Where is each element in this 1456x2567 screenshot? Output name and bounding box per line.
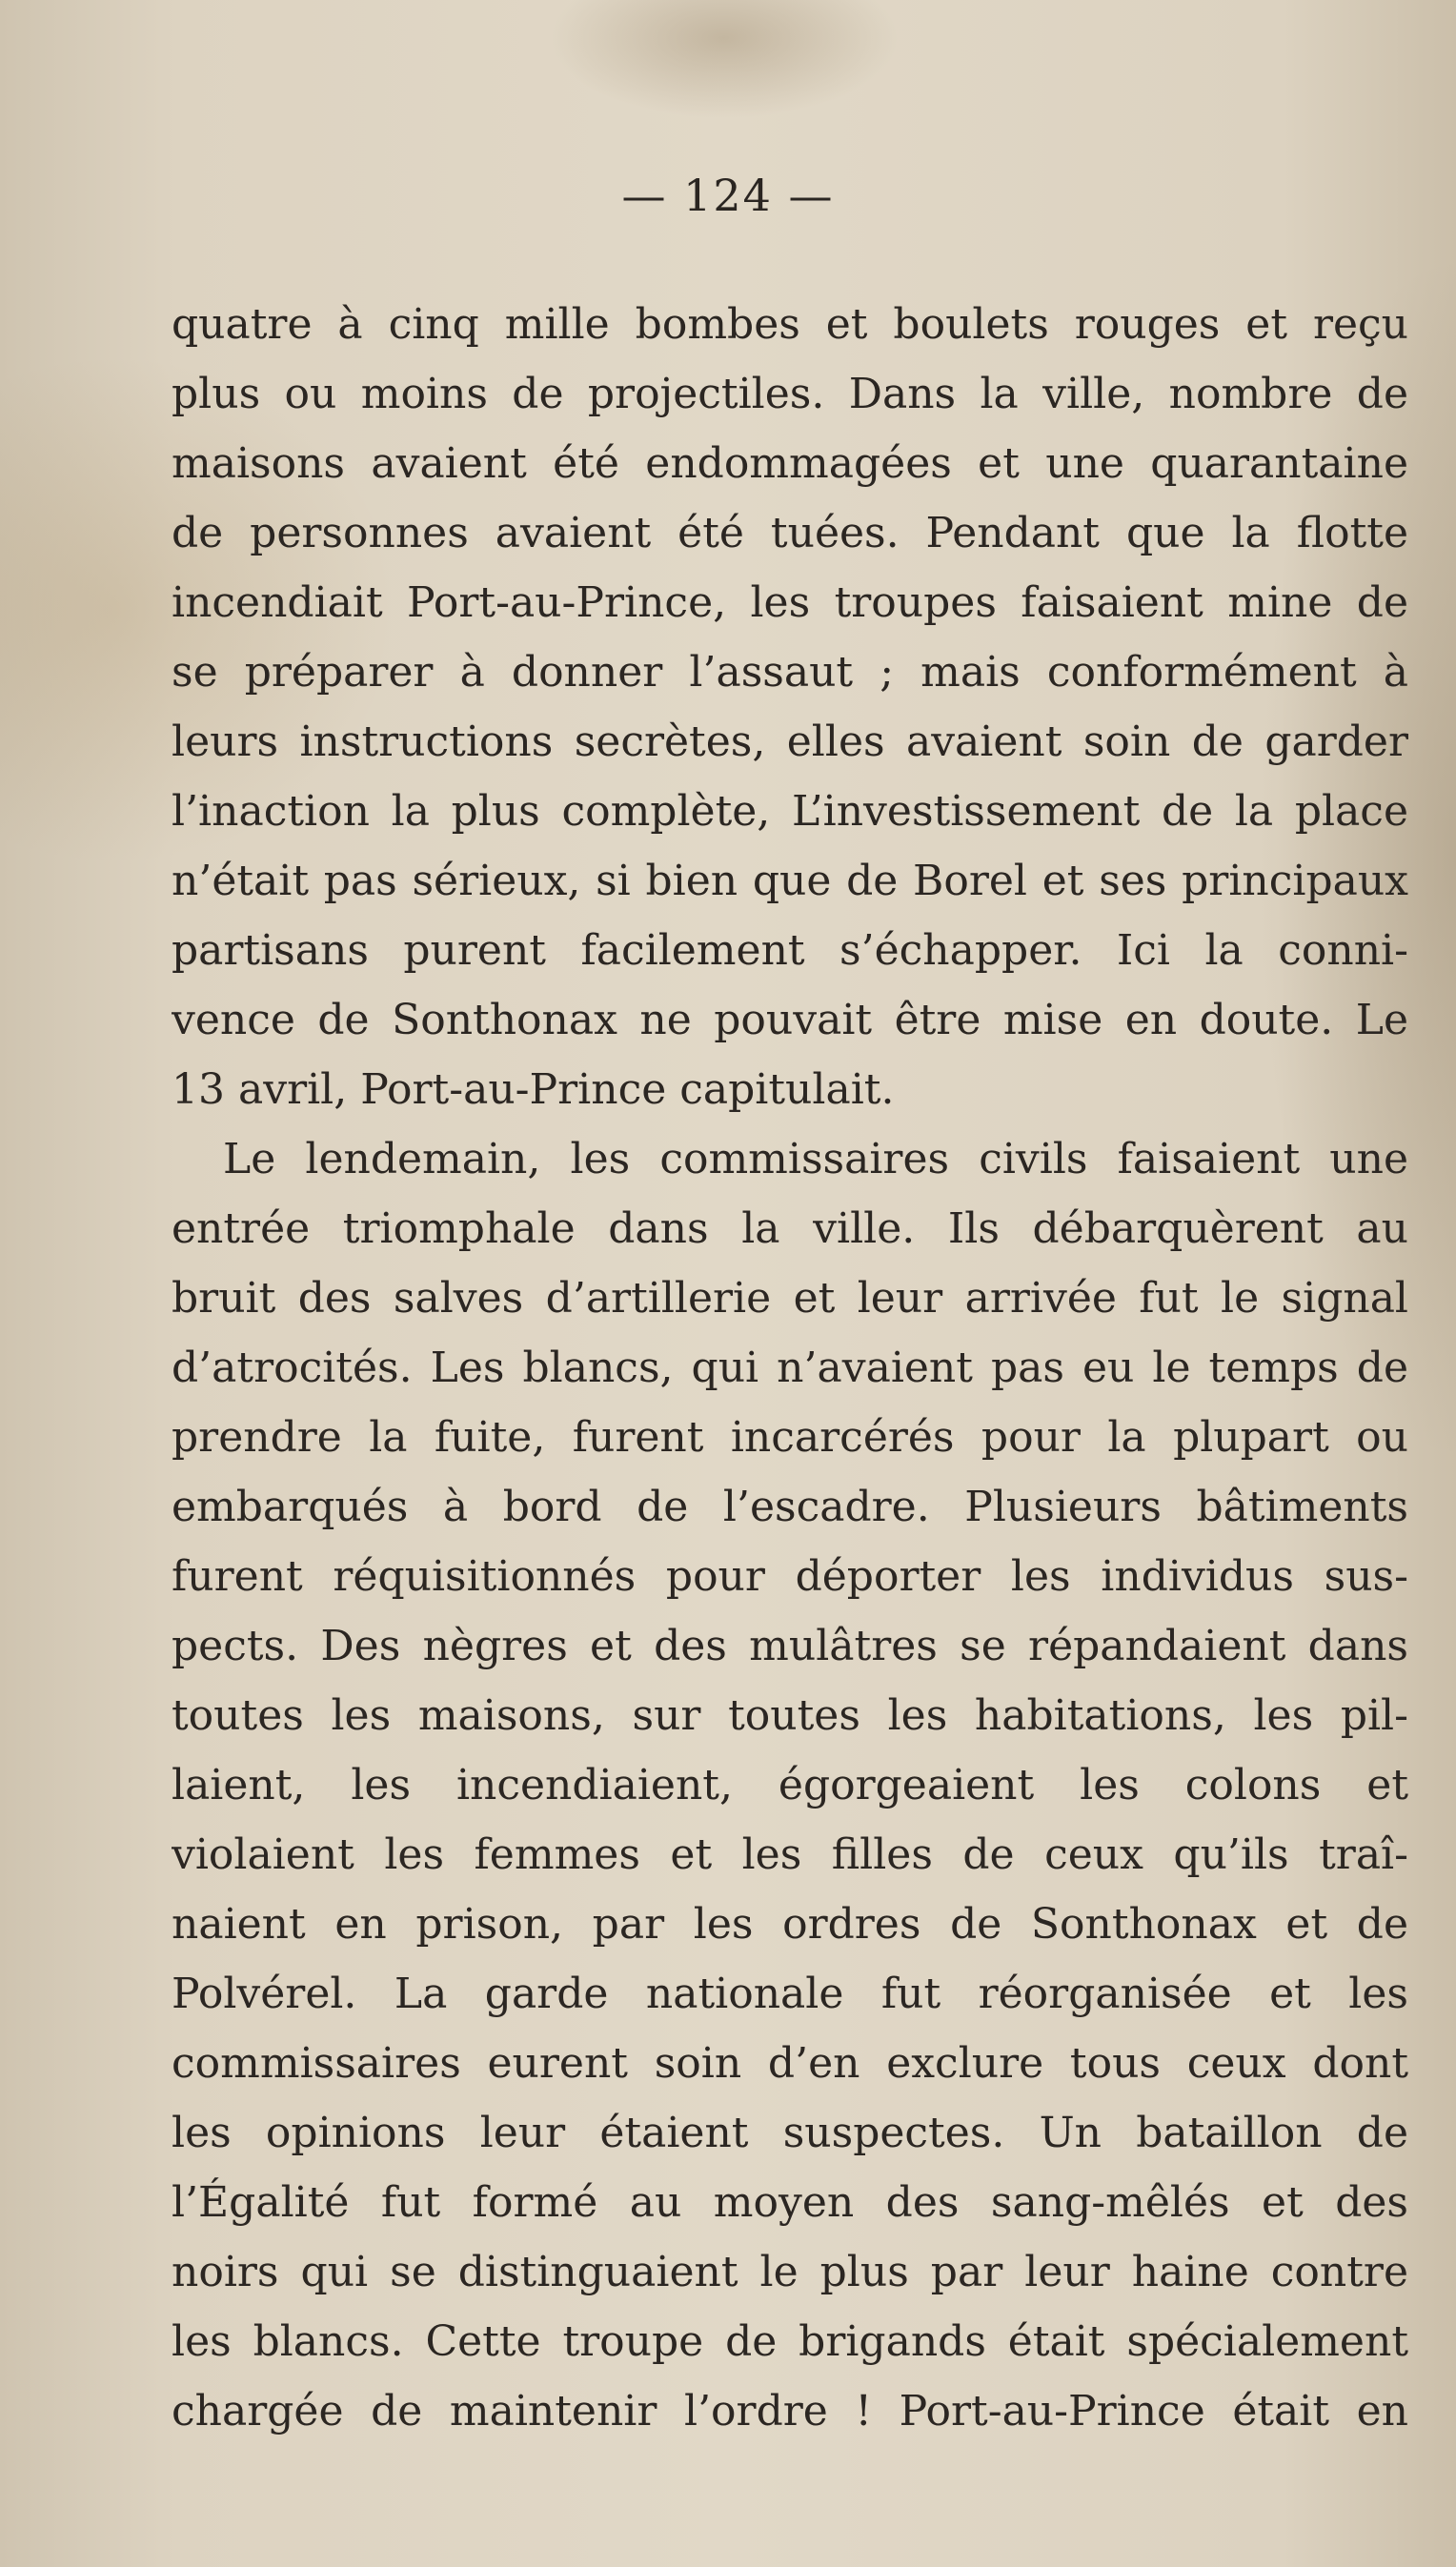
text-line: pects. Des nègres et des mulâtres se répandaient dans (172, 1622, 1408, 1670)
text-line: toutes les maisons, sur toutes les habitations, les pil- (172, 1691, 1408, 1740)
text-line: n’était pas sérieux, si bien que de Borel et ses principaux (172, 857, 1408, 905)
text-line: se préparer à donner l’assaut ; mais conformément à (172, 648, 1408, 697)
text-line: entrée triomphale dans la ville. Ils débarquèrent au (172, 1204, 1408, 1253)
text-line: d’atrocités. Les blancs, qui n’avaient pas eu le temps de (172, 1344, 1408, 1392)
text-line: prendre la fuite, furent incarcérés pour la plupart ou (172, 1413, 1408, 1462)
text-line: commissaires eurent soin d’en exclure tous ceux dont (172, 2039, 1408, 2088)
text-line: incendiait Port-au-Prince, les troupes faisaient mine de (172, 578, 1408, 627)
text-line: leurs instructions secrètes, elles avaient soin de garder (172, 718, 1408, 766)
text-line: bruit des salves d’artillerie et leur arrivée fut le signal (172, 1274, 1408, 1323)
text-line: Le lendemain, les commissaires civils faisaient une (223, 1135, 1408, 1183)
text-line: vence de Sonthonax ne pouvait être mise en doute. Le (172, 996, 1408, 1044)
text-line: l’inaction la plus complète, L’investissement de la place (172, 787, 1408, 836)
text-line: chargée de maintenir l’ordre ! Port-au-Prince était en (172, 2387, 1408, 2436)
text-line: furent réquisitionnés pour déporter les individus sus- (172, 1552, 1408, 1601)
text-line: quatre à cinq mille bombes et boulets rouges et reçu (172, 300, 1408, 349)
text-line: partisans purent facilement s’échapper. Ici la conni- (172, 926, 1408, 975)
text-line: les opinions leur étaient suspectes. Un bataillon de (172, 2109, 1408, 2157)
text-line: laient, les incendiaient, égorgeaient les colons et (172, 1761, 1408, 1809)
text-line: embarqués à bord de l’escadre. Plusieurs bâtiments (172, 1483, 1408, 1531)
text-line: l’Égalité fut formé au moyen des sang-mêlés et des (172, 2178, 1408, 2227)
text-line: plus ou moins de projectiles. Dans la ville, nombre de (172, 370, 1408, 418)
page-number: — 124 — (621, 170, 835, 221)
text-line: de personnes avaient été tuées. Pendant que la flotte (172, 509, 1408, 557)
body-text (172, 290, 1408, 2446)
text-line: Polvérel. La garde nationale fut réorganisée et les (172, 1970, 1408, 2018)
text-line: 13 avril, Port-au-Prince capitulait. (172, 1065, 895, 1114)
text-line: violaient les femmes et les filles de ceux qu’ils traî- (172, 1830, 1408, 1879)
text-line: noirs qui se distinguaient le plus par leur haine contre (172, 2248, 1408, 2296)
text-line: les blancs. Cette troupe de brigands était spécialement (172, 2317, 1408, 2366)
text-line: maisons avaient été endommagées et une quarantaine (172, 439, 1408, 488)
text-line: naient en prison, par les ordres de Sonthonax et de (172, 1900, 1408, 1949)
